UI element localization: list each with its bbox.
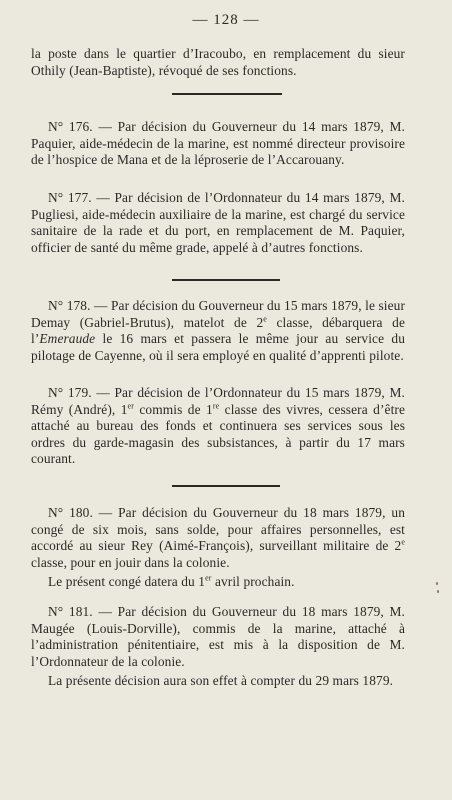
entry-text: — Par décision du Gouverneur du 15 mars 1879, le sieur Demay (Gabriel-Brutus), matelot de 2 — [31, 298, 405, 330]
entry-paragraph — [31, 119, 405, 169]
superscript: er — [205, 573, 212, 583]
section-divider — [172, 93, 282, 95]
entry-number: N° 177. — [48, 190, 92, 205]
entry-note: La présente décision aura son effet à compter du 29 mars 1879. — [48, 673, 394, 689]
entry-text: classe, pour en jouir dans la colonie. — [31, 554, 230, 570]
entry-number: N° 176. — [48, 119, 93, 134]
entry-181 — [31, 604, 405, 690]
note-text: avril prochain. — [211, 574, 295, 590]
paper-speck — [436, 582, 438, 585]
paper-speck — [437, 590, 439, 593]
page-number: — 128 — — [192, 12, 260, 28]
entry-text: — Par décision de l’Ordonnateur du 15 mars 1879, M. Rémy (André), 1 — [31, 385, 405, 417]
intro-paragraph: la poste dans le quartier d’Iracoubo, en remplacement du sieur Othily (Jean-Baptiste), révoqué de ses fonctions. — [31, 46, 405, 78]
ship-name: Emeraude — [39, 331, 96, 347]
section-divider — [172, 279, 280, 281]
entry-number: N° 178. — [48, 298, 91, 313]
superscript: e — [263, 314, 267, 324]
entry-paragraph — [31, 604, 405, 670]
intro-paragraph-block — [31, 46, 405, 79]
superscript: er — [127, 401, 134, 411]
entry-text: — Par décision du Gouverneur du 18 mars 1879, un congé de six mois, sans solde, pour affaires personnelles, est accordé au sieur Rey (Aimé-François), surveillant militaire de 2 — [31, 505, 405, 554]
superscript: re — [212, 401, 220, 411]
entry-text: classe des vivres, cessera d’être attaché au bureau des fonds et continuera ses services sous les ordres du garde-magasin des subsistances, à partir du 17 mars courant. — [31, 401, 405, 467]
entry-176 — [31, 119, 405, 169]
entry-paragraph — [31, 298, 405, 364]
entry-paragraph — [31, 190, 405, 256]
entry-note — [31, 574, 405, 591]
entry-text: — Par décision du Gouverneur du 18 mars 1879, M. Maugée (Louis-Dorville), commis de la marine, attaché à l’administration pénitentiaire, est mis à la disposition de M. l’Ordonnateur de la colonie. — [31, 604, 406, 669]
entry-180 — [31, 505, 405, 591]
entry-177 — [31, 190, 405, 256]
superscript: e — [401, 537, 405, 547]
entry-text: commis de 1 — [133, 401, 213, 417]
entry-number: N° 181. — [48, 604, 93, 619]
entry-text: classe, débarquera de l’ — [31, 314, 405, 347]
section-divider — [172, 485, 280, 487]
entry-paragraph — [31, 385, 405, 468]
entry-paragraph — [31, 505, 405, 571]
entry-179 — [31, 385, 405, 468]
entry-178 — [31, 298, 405, 364]
entry-number: N° 180. — [48, 505, 93, 520]
note-text: Le présent congé datera du 1 — [48, 574, 206, 590]
entry-text: le 16 mars et passera le même jour au service du pilotage de Cayenne, où il sera employé en qualité d’apprenti pilote. — [31, 331, 405, 363]
entry-text: — Par décision du Gouverneur du 14 mars 1879, M. Paquier, aide-médecin de la marine, est nommé directeur provisoire de l’hospice de Mana et de la léproserie de l’Accarouany. — [31, 119, 406, 168]
entry-text: — Par décision de l’Ordonnateur du 14 mars 1879, M. Pugliesi, aide-médecin auxiliaire de la marine, est chargé du service sanitaire de la rade et du port, en remplacement de M. Paquier, officier de santé du même grade, appelé à d’autres fonctions. — [31, 190, 405, 255]
entry-number: N° 179. — [48, 385, 92, 400]
